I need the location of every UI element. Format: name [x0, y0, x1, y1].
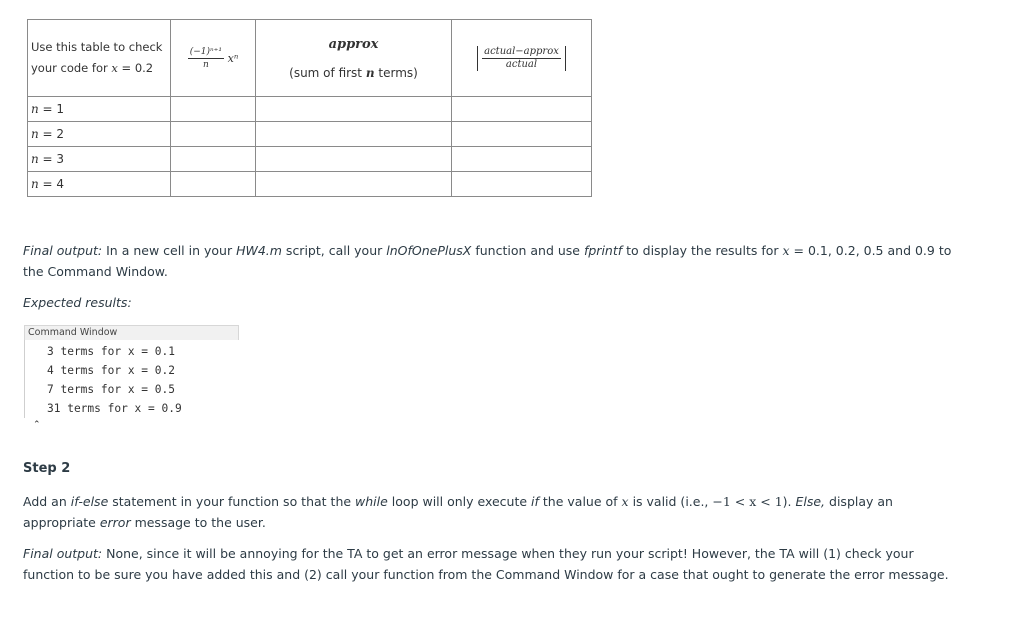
text-run: message to the user. — [130, 515, 266, 530]
table-cell — [171, 147, 256, 172]
expected-results-label: Expected results: — [23, 295, 132, 310]
row-var: n — [31, 102, 39, 116]
approx-subtitle — [256, 66, 451, 80]
text-run: is valid (i.e., — [628, 494, 713, 509]
table-cell — [452, 172, 592, 197]
text-run: Add an — [23, 494, 71, 509]
approx-title: approx — [328, 36, 379, 52]
fprintf-name: fprintf — [583, 243, 623, 258]
cmd-output-line: 31 terms for x = 0.9 — [47, 402, 182, 415]
table-cell — [256, 122, 452, 147]
cmd-output-line: 7 terms for x = 0.5 — [47, 383, 175, 396]
table-row — [28, 97, 592, 122]
row-label-cell — [28, 172, 171, 197]
table-row — [28, 172, 592, 197]
approx-sub-prefix: (sum of first — [289, 65, 363, 80]
row-var: n — [31, 177, 39, 191]
if-keyword: if — [531, 494, 539, 509]
table-cell — [256, 172, 452, 197]
text-run: script, call your — [281, 243, 387, 258]
header-instructions-line2: your code for — [31, 61, 108, 75]
header-instructions-line1: Use this table to check — [31, 40, 163, 54]
text-run: function and use — [471, 243, 584, 258]
error-keyword: error — [99, 515, 131, 530]
error-abs — [477, 46, 566, 71]
command-window-body — [24, 340, 240, 430]
prompt-marker-icon: ⌃ — [33, 420, 41, 430]
text-run: ). — [782, 494, 796, 509]
final-output-label: Final output: — [23, 243, 103, 258]
error-numerator: actual−approx — [484, 45, 559, 57]
check-table — [27, 19, 592, 197]
header-x-value: = 0.2 — [121, 61, 154, 75]
while-keyword: while — [355, 494, 388, 509]
final-output-paragraph-1 — [23, 240, 953, 282]
text-run: loop will only execute — [387, 494, 532, 509]
command-window-panel — [24, 325, 239, 430]
row-label-cell — [28, 97, 171, 122]
row-label: = 4 — [38, 177, 65, 191]
final-output-paragraph-2 — [23, 543, 953, 585]
row-label: = 1 — [38, 102, 65, 116]
header-error-cell — [452, 20, 592, 97]
table-header-row — [28, 20, 592, 97]
row-label: = 2 — [38, 127, 65, 141]
step2-paragraph — [23, 491, 953, 533]
term-power: xⁿ — [227, 51, 239, 65]
x-var: x — [621, 494, 629, 509]
table-cell — [256, 97, 452, 122]
term-fraction — [188, 46, 224, 71]
step2-title: Step 2 — [23, 461, 71, 476]
header-x-var: x — [111, 61, 118, 75]
text-run: = 0.1, 0.2, 0.5 and 0.9 to the Command Window. — [23, 243, 952, 279]
approx-sub-suffix: terms) — [378, 65, 418, 80]
term-denominator: n — [202, 59, 209, 70]
row-var: n — [31, 152, 39, 166]
text-run: the value of — [538, 494, 622, 509]
text-run: None, since it will be annoying for the TA to get an error message when they run your script! However, the TA will (1) check your function to be sure you have added this and (2) call your function from the Command Window for a case that ought to generate the error message. — [23, 546, 949, 582]
table-cell — [452, 122, 592, 147]
table-row — [28, 122, 592, 147]
header-term-cell — [171, 20, 256, 97]
text-run: In a new cell in your — [102, 243, 237, 258]
table-cell — [171, 122, 256, 147]
row-label: = 3 — [38, 152, 65, 166]
else-keyword: Else, — [795, 494, 826, 509]
header-instructions-cell — [28, 20, 171, 97]
header-approx-cell — [256, 20, 452, 97]
condition-math: −1 < x < 1 — [712, 494, 783, 509]
text-run: display an appropriate — [23, 494, 893, 530]
text-run: statement in your function so that the — [108, 494, 356, 509]
table-row — [28, 147, 592, 172]
approx-sub-var: n — [365, 65, 375, 80]
script-name: HW4.m — [236, 243, 282, 258]
table-cell — [452, 147, 592, 172]
error-denominator: actual — [505, 58, 538, 70]
ifelse-keyword: if-else — [70, 494, 109, 509]
row-label-cell — [28, 122, 171, 147]
table-cell — [171, 172, 256, 197]
row-var: n — [31, 127, 39, 141]
cmd-output-line: 3 terms for x = 0.1 — [47, 345, 175, 358]
table-cell — [256, 147, 452, 172]
function-name: lnOfOnePlusX — [386, 243, 472, 258]
text-run: to display the results for — [622, 243, 783, 258]
table-cell — [171, 97, 256, 122]
table-cell — [452, 97, 592, 122]
command-window-title: Command Window — [24, 325, 239, 340]
error-fraction — [482, 46, 561, 71]
term-numerator: (−1)ⁿ⁺¹ — [189, 46, 222, 57]
final-output-label: Final output: — [23, 546, 103, 561]
x-var: x — [782, 243, 790, 258]
cmd-output-line: 4 terms for x = 0.2 — [47, 364, 175, 377]
row-label-cell — [28, 147, 171, 172]
